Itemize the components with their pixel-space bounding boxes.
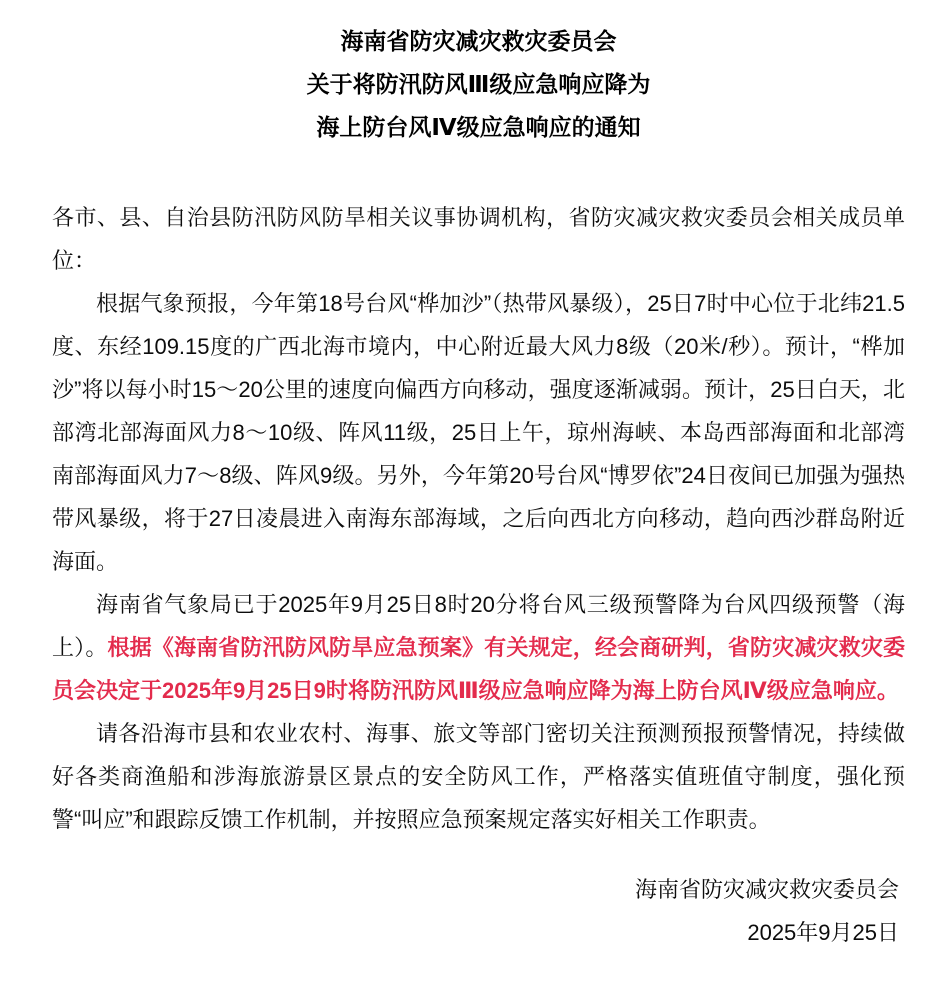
salutation-paragraph: 各市、县、自治县防汛防风防旱相关议事协调机构，省防灾减灾救灾委员会相关成员单位： [52,205,905,273]
decision-paragraph [52,583,905,712]
signature-date: 2025年9月25日 [747,920,899,945]
requirements-paragraph: 请各沿海市县和农业农村、海事、旅文等部门密切关注预测预报预警情况，持续做好各类商渔船和涉海旅游景区景点的安全防风工作，严格落实值班值守制度，强化预警“叫应”和跟踪反馈工作机制，并按照应急预案规定落实好相关工作职责。 [52,721,905,832]
title-line-2: 关于将防汛防风Ⅲ级应急响应降为 [306,71,651,97]
decision-paragraph-highlight-text: 根据《海南省防汛防风防旱应急预案》有关规定，经会商研判，省防灾减灾救灾委员会决定于2025年9月25日9时将防汛防风Ⅲ级应急响应降为海上防台风Ⅳ级应急响应。 [52,635,905,703]
signature-block [52,868,905,954]
title-line-1: 海南省防灾减灾救灾委员会 [340,28,617,54]
signature-org: 海南省防灾减灾救灾委员会 [634,877,899,902]
forecast-paragraph: 根据气象预报，今年第18号台风“桦加沙”（热带风暴级），25日7时中心位于北纬21.5度、东经109.15度的广西北海市境内，中心附近最大风力8级（20米/秒）。预计，“桦加沙”将以每小时15～20公里的速度向偏西方向移动，强度逐渐减弱。预计，25日白天，北部湾北部海面风力8～10级、阵风11级，25日上午，琼州海峡、本岛西部海面和北部湾南部海面风力7～8级、阵风9级。另外，今年第20号台风“博罗依”24日夜间已加强为强热带风暴级，将于27日凌晨进入南海东部海域，之后向西北方向移动，趋向西沙群岛附近海面。 [52,291,905,574]
notice-body [52,196,905,841]
decision-paragraph-normal-text: 海南省气象局已于2025年9月25日8时20分将台风三级预警降为台风四级预警（海上）。 [52,592,905,660]
notice-title [52,20,905,149]
title-line-3: 海上防台风Ⅳ级应急响应的通知 [316,114,641,140]
